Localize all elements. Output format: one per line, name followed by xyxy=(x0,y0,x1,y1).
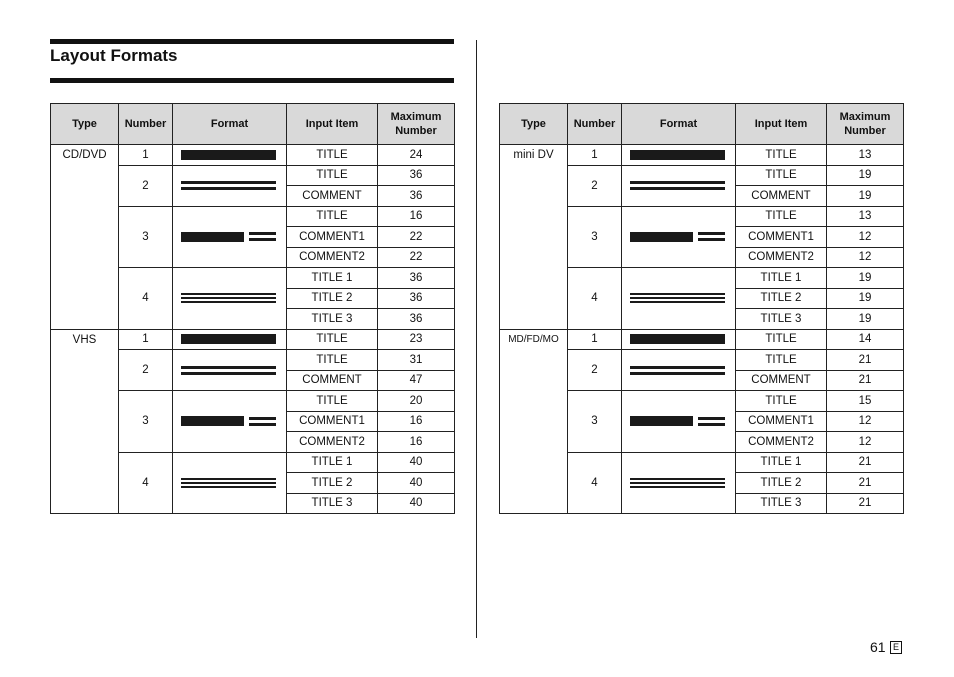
maximum-number-cell: 12 xyxy=(827,411,904,432)
column-header-number: Number xyxy=(119,104,173,145)
line-mark xyxy=(698,238,725,241)
line-mark xyxy=(630,478,725,480)
format-graphic xyxy=(622,232,735,242)
header-row xyxy=(500,104,904,145)
input-item-cell: TITLE 3 xyxy=(736,493,827,514)
column-divider xyxy=(476,40,477,638)
three-title-lines-icon xyxy=(181,293,276,303)
input-item-cell: COMMENT1 xyxy=(736,227,827,248)
maximum-number-cell: 31 xyxy=(378,350,455,371)
number-cell: 2 xyxy=(119,165,173,206)
format-cell xyxy=(622,391,736,453)
page-number: 61 xyxy=(870,639,886,655)
single-title-bar-icon xyxy=(630,150,725,160)
column-header-number: Number xyxy=(568,104,622,145)
format-graphic xyxy=(173,366,286,375)
number-cell: 2 xyxy=(568,165,622,206)
format-graphic xyxy=(173,181,286,190)
input-item-cell: COMMENT xyxy=(736,186,827,207)
format-graphic xyxy=(173,293,286,303)
input-item-cell: TITLE xyxy=(736,206,827,227)
format-graphic xyxy=(173,334,286,344)
line-mark xyxy=(181,372,276,375)
input-item-cell: TITLE xyxy=(287,350,378,371)
maximum-number-cell: 19 xyxy=(827,186,904,207)
number-cell: 3 xyxy=(568,206,622,268)
table-header xyxy=(51,104,455,145)
line-mark xyxy=(630,486,725,488)
type-cell: CD/DVD xyxy=(51,145,119,330)
layout-formats-table-left xyxy=(50,103,455,514)
format-graphic xyxy=(173,150,286,160)
maximum-number-cell: 36 xyxy=(378,288,455,309)
input-item-cell: TITLE xyxy=(736,350,827,371)
format-graphic xyxy=(622,150,735,160)
format-cell xyxy=(173,391,287,453)
title-comment-lines-icon xyxy=(181,366,276,375)
line-mark xyxy=(249,238,276,241)
comment-lines-icon xyxy=(698,232,725,241)
maximum-number-cell: 19 xyxy=(827,309,904,330)
format-graphic xyxy=(622,181,735,190)
line-mark xyxy=(249,232,276,235)
format-cell xyxy=(173,268,287,330)
maximum-number-cell: 21 xyxy=(827,452,904,473)
maximum-number-cell: 36 xyxy=(378,309,455,330)
input-item-cell: COMMENT xyxy=(736,370,827,391)
input-item-cell: COMMENT xyxy=(287,370,378,391)
format-graphic xyxy=(622,416,735,426)
maximum-number-cell: 16 xyxy=(378,206,455,227)
input-item-cell: TITLE 3 xyxy=(287,493,378,514)
number-cell: 1 xyxy=(119,329,173,350)
input-item-cell: TITLE xyxy=(287,391,378,412)
format-graphic xyxy=(622,478,735,488)
maximum-number-cell: 13 xyxy=(827,206,904,227)
table-header xyxy=(500,104,904,145)
input-item-cell: TITLE 1 xyxy=(287,268,378,289)
format-cell xyxy=(173,329,287,350)
input-item-cell: COMMENT2 xyxy=(736,247,827,268)
line-mark xyxy=(630,187,725,190)
number-cell: 1 xyxy=(119,145,173,166)
three-title-lines-icon xyxy=(630,293,725,303)
line-mark xyxy=(630,301,725,303)
input-item-cell: TITLE xyxy=(287,329,378,350)
input-item-cell: TITLE 3 xyxy=(736,309,827,330)
format-cell xyxy=(622,268,736,330)
maximum-number-cell: 36 xyxy=(378,165,455,186)
maximum-number-cell: 12 xyxy=(827,227,904,248)
maximum-number-cell: 40 xyxy=(378,473,455,494)
table-row xyxy=(51,145,455,166)
maximum-number-cell: 21 xyxy=(827,473,904,494)
maximum-number-cell: 16 xyxy=(378,411,455,432)
title-comment-lines-icon xyxy=(181,181,276,190)
maximum-number-cell: 22 xyxy=(378,247,455,268)
line-mark xyxy=(181,187,276,190)
column-header-input-item: Input Item xyxy=(287,104,378,145)
input-item-cell: TITLE 2 xyxy=(736,288,827,309)
column-header-maximum-number: Maximum Number xyxy=(827,104,904,145)
input-item-cell: COMMENT1 xyxy=(287,227,378,248)
input-item-cell: COMMENT2 xyxy=(736,432,827,453)
single-title-bar-icon xyxy=(181,150,276,160)
input-item-cell: TITLE xyxy=(736,165,827,186)
maximum-number-cell: 12 xyxy=(827,432,904,453)
line-mark xyxy=(181,366,276,369)
line-mark xyxy=(630,372,725,375)
maximum-number-cell: 22 xyxy=(378,227,455,248)
line-mark xyxy=(181,297,276,299)
title-block-icon xyxy=(181,232,244,242)
layout-formats-table-right xyxy=(499,103,904,514)
single-title-bar-icon xyxy=(630,334,725,344)
input-item-cell: TITLE xyxy=(287,165,378,186)
line-mark xyxy=(249,423,276,426)
maximum-number-cell: 15 xyxy=(827,391,904,412)
number-cell: 2 xyxy=(119,350,173,391)
maximum-number-cell: 20 xyxy=(378,391,455,412)
column-header-type: Type xyxy=(500,104,568,145)
input-item-cell: COMMENT xyxy=(287,186,378,207)
input-item-cell: TITLE 2 xyxy=(287,473,378,494)
format-cell xyxy=(173,452,287,514)
number-cell: 2 xyxy=(568,350,622,391)
page-language-letter: E xyxy=(890,641,902,654)
maximum-number-cell: 23 xyxy=(378,329,455,350)
line-mark xyxy=(181,293,276,295)
format-graphic xyxy=(622,366,735,375)
maximum-number-cell: 12 xyxy=(827,247,904,268)
page-title: Layout Formats xyxy=(50,46,178,65)
header-row xyxy=(51,104,455,145)
title-comment-lines-icon xyxy=(630,181,725,190)
comment-lines-icon xyxy=(698,417,725,426)
input-item-cell: COMMENT2 xyxy=(287,432,378,453)
number-cell: 1 xyxy=(568,329,622,350)
format-cell xyxy=(173,165,287,206)
maximum-number-cell: 21 xyxy=(827,370,904,391)
title-block-icon xyxy=(181,416,244,426)
format-cell xyxy=(622,452,736,514)
type-cell: MD/FD/MO xyxy=(500,329,568,514)
type-cell: mini DV xyxy=(500,145,568,330)
table-row xyxy=(500,329,904,350)
input-item-cell: TITLE 3 xyxy=(287,309,378,330)
input-item-cell: TITLE xyxy=(736,391,827,412)
maximum-number-cell: 13 xyxy=(827,145,904,166)
title-comment-lines-icon xyxy=(630,366,725,375)
heading-rule-top xyxy=(50,39,454,44)
line-mark xyxy=(630,366,725,369)
maximum-number-cell: 36 xyxy=(378,186,455,207)
three-title-lines-icon xyxy=(630,478,725,488)
line-mark xyxy=(249,417,276,420)
title-block-icon xyxy=(630,232,693,242)
column-header-format: Format xyxy=(622,104,736,145)
line-mark xyxy=(181,486,276,488)
number-cell: 4 xyxy=(119,452,173,514)
format-graphic xyxy=(622,334,735,344)
input-item-cell: TITLE 1 xyxy=(736,452,827,473)
column-header-format: Format xyxy=(173,104,287,145)
input-item-cell: TITLE 2 xyxy=(736,473,827,494)
number-cell: 3 xyxy=(119,206,173,268)
input-item-cell: TITLE 2 xyxy=(287,288,378,309)
comment-lines-icon xyxy=(249,232,276,241)
type-cell: VHS xyxy=(51,329,119,514)
maximum-number-cell: 21 xyxy=(827,350,904,371)
line-mark xyxy=(630,297,725,299)
heading-rule-bottom xyxy=(50,78,454,83)
input-item-cell: TITLE 1 xyxy=(736,268,827,289)
number-cell: 4 xyxy=(568,268,622,330)
line-mark xyxy=(630,181,725,184)
input-item-cell: COMMENT1 xyxy=(287,411,378,432)
input-item-cell: COMMENT1 xyxy=(736,411,827,432)
line-mark xyxy=(698,232,725,235)
column-header-maximum-number: Maximum Number xyxy=(378,104,455,145)
input-item-cell: TITLE xyxy=(287,145,378,166)
input-item-cell: TITLE xyxy=(736,329,827,350)
table-body xyxy=(51,145,455,514)
maximum-number-cell: 47 xyxy=(378,370,455,391)
line-mark xyxy=(630,293,725,295)
number-cell: 3 xyxy=(119,391,173,453)
input-item-cell: TITLE xyxy=(287,206,378,227)
line-mark xyxy=(630,482,725,484)
input-item-cell: TITLE 1 xyxy=(287,452,378,473)
number-cell: 3 xyxy=(568,391,622,453)
maximum-number-cell: 19 xyxy=(827,165,904,186)
format-graphic xyxy=(173,478,286,488)
number-cell: 1 xyxy=(568,145,622,166)
line-mark xyxy=(698,417,725,420)
format-cell xyxy=(622,350,736,391)
comment-lines-icon xyxy=(249,417,276,426)
table-body xyxy=(500,145,904,514)
maximum-number-cell: 19 xyxy=(827,288,904,309)
maximum-number-cell: 16 xyxy=(378,432,455,453)
title-block-icon xyxy=(630,416,693,426)
format-cell xyxy=(622,329,736,350)
line-mark xyxy=(698,423,725,426)
maximum-number-cell: 14 xyxy=(827,329,904,350)
table-row xyxy=(51,329,455,350)
format-cell xyxy=(622,145,736,166)
input-item-cell: TITLE xyxy=(736,145,827,166)
number-cell: 4 xyxy=(119,268,173,330)
line-mark xyxy=(181,181,276,184)
column-header-type: Type xyxy=(51,104,119,145)
maximum-number-cell: 40 xyxy=(378,452,455,473)
format-cell xyxy=(173,145,287,166)
number-cell: 4 xyxy=(568,452,622,514)
maximum-number-cell: 36 xyxy=(378,268,455,289)
line-mark xyxy=(181,482,276,484)
input-item-cell: COMMENT2 xyxy=(287,247,378,268)
format-graphic xyxy=(173,416,286,426)
format-cell xyxy=(173,350,287,391)
format-cell xyxy=(173,206,287,268)
single-title-bar-icon xyxy=(181,334,276,344)
format-graphic xyxy=(622,293,735,303)
format-cell xyxy=(622,206,736,268)
table-row xyxy=(500,145,904,166)
format-graphic xyxy=(173,232,286,242)
three-title-lines-icon xyxy=(181,478,276,488)
line-mark xyxy=(181,301,276,303)
maximum-number-cell: 24 xyxy=(378,145,455,166)
maximum-number-cell: 19 xyxy=(827,268,904,289)
maximum-number-cell: 21 xyxy=(827,493,904,514)
format-cell xyxy=(622,165,736,206)
line-mark xyxy=(181,478,276,480)
maximum-number-cell: 40 xyxy=(378,493,455,514)
column-header-input-item: Input Item xyxy=(736,104,827,145)
